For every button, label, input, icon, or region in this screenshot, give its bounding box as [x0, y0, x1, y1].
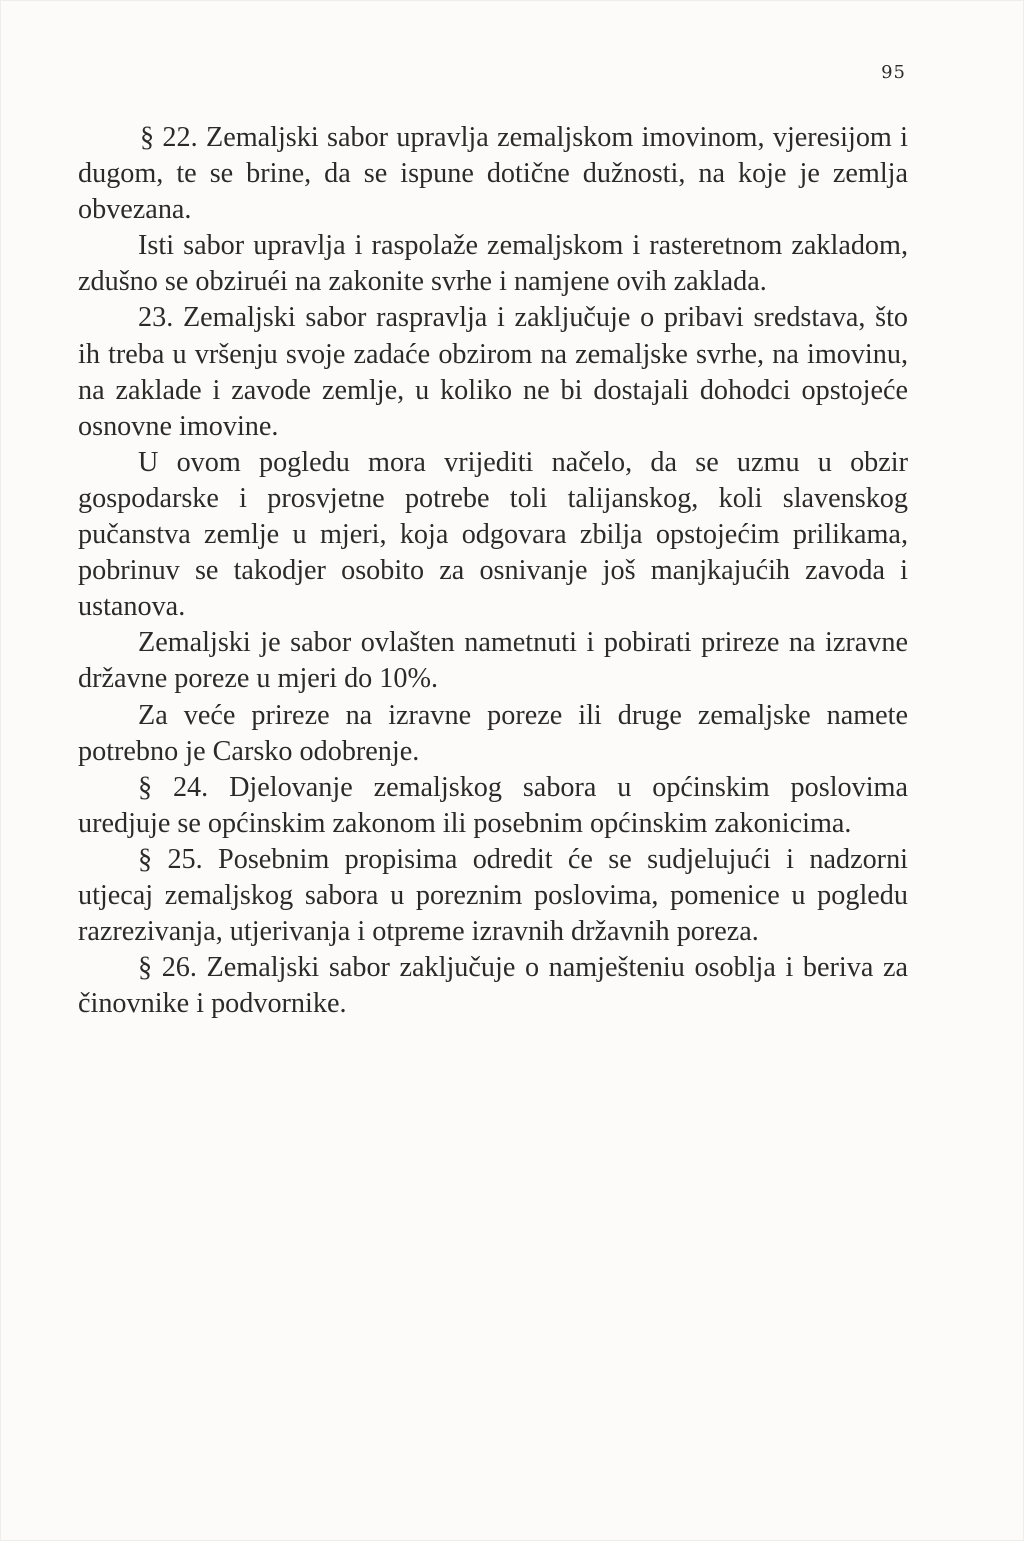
paragraph-section-22-continued: Isti sabor upravlja i raspolaže zemaljskom i rasteretnom zakladom, zdušno se obziruéi na zakonite svrhe i namjene ovih zaklada. [78, 230, 908, 298]
paragraph-section-23: 23. Zemaljski sabor raspravlja i zaključuje o pribavi sredstava, što ih treba u vršenju svoje zadaće obzirom na zemaljske svrhe, na imovinu, na zaklade i zavode zemlje, u koliko ne bi dostajali dohodci opstojeće osnovne imovine. [78, 302, 908, 442]
paragraph-section-26: § 26. Zemaljski sabor zaključuje o namješteniu osoblja i beriva za činovnike i podvornike. [78, 952, 908, 1020]
paragraph-section-24: § 24. Djelovanje zemaljskog sabora u općinskim poslovima uredjuje se općinskim zakonom ili posebnim općinskim zakonicima. [78, 771, 908, 839]
paragraph-section-23-continued: U ovom pogledu mora vrijediti načelo, da se uzmu u obzir gospodarske i prosvjetne potrebe toli talijanskog, koli slavenskog pučanstva zemlje u mjeri, koja odgovara zbilja opstojećim prilikama, pobrinuv se takodjer osobito za osnivanje još manjkajućih zavoda i ustanova. [78, 446, 908, 623]
paragraph-section-22: § 22. Zemaljski sabor upravlja zemaljskom imovinom, vjeresijom i dugom, te se brine, da se ispune dotične dužnosti, na koje je zemlja obvezana. [78, 122, 908, 226]
paragraph-section-25: § 25. Posebnim propisima odredit će se sudjelujući i nadzorni utjecaj zemaljskog sabora u poreznim poslovima, pomenice u pogledu razrezivanja, utjerivanja i otpreme izravnih državnih poreza. [78, 843, 908, 948]
page-number: 95 [881, 62, 906, 83]
document-text [78, 120, 908, 1022]
paragraph-tax-authority: Zemaljski je sabor ovlašten nametnuti i pobirati prireze na izravne državne poreze u mjeri do 10%. [78, 627, 908, 695]
paragraph-approval-requirement: Za veće prireze na izravne poreze ili druge zemaljske namete potrebno je Carsko odobrenje. [78, 699, 908, 767]
